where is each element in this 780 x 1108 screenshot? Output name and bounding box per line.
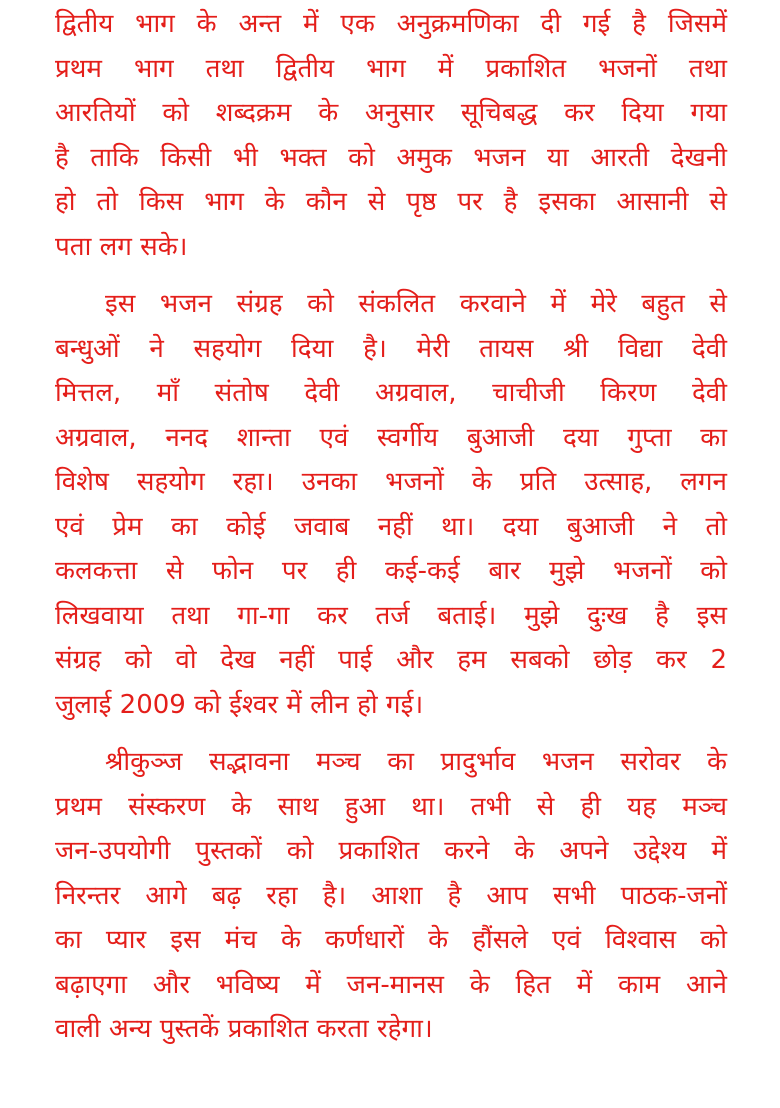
text-line: पता लग सके। (55, 231, 188, 262)
paragraph-index-note (55, 2, 727, 269)
text-line: का प्यार इस मंच के कर्णधारों के हौंसले एवं विश्वास को (55, 925, 727, 955)
text-line: अग्रवाल, ननद शान्ता एवं स्वर्गीय बुआजी दया गुप्ता का (55, 422, 727, 453)
text-line: संग्रह को वो देख नहीं पाई और हम सबको छोड़ कर 2 (55, 645, 727, 675)
text-line: हो तो किस भाग के कौन से पृष्ठ पर है इसका आसानी से (55, 187, 727, 217)
text-line: निरन्तर आगे बढ़ रहा है। आशा है आप सभी पाठक-जनों (55, 880, 727, 911)
text-line: बढ़ाएगा और भविष्य में जन-मानस के हित में काम आने (55, 969, 727, 1000)
text-line: जन-उपयोगी पुस्तकों को प्रकाशित करने के अपने उद्देश्य में (55, 836, 727, 866)
text-line: प्रथम संस्करण के साथ हुआ था। तभी से ही यह मञ्च (55, 791, 727, 822)
paragraph-manch (55, 740, 727, 1052)
text-line: द्वितीय भाग के अन्त में एक अनुक्रमणिका दी गई है जिसमें (55, 9, 727, 39)
text-line: श्रीकुञ्ज सद्भावना मञ्च का प्रादुर्भाव भजन सरोवर के (105, 747, 727, 777)
text-line: कलकत्ता से फोन पर ही कई-कई बार मुझे भजनों को (55, 556, 727, 586)
text-line: एवं प्रेम का कोई जवाब नहीं था। दया बुआजी ने तो (55, 511, 727, 542)
text-line: जुलाई 2009 को ईश्वर में लीन हो गई। (55, 689, 424, 720)
text-line: मित्तल, माँ संतोष देवी अग्रवाल, चाचीजी किरण देवी (55, 378, 727, 408)
text-line: इस भजन संग्रह को संकलित करवाने में मेरे बहुत से (105, 289, 727, 319)
text-line: प्रथम भाग तथा द्वितीय भाग में प्रकाशित भजनों तथा (55, 53, 727, 84)
text-line: वाली अन्य पुस्तकें प्रकाशित करता रहेगा। (55, 1014, 433, 1044)
text-line: बन्धुओं ने सहयोग दिया है। मेरी तायस श्री विद्या देवी (55, 333, 727, 364)
paragraph-acknowledgements (55, 282, 727, 727)
text-line: है ताकि किसी भी भक्त को अमुक भजन या आरती देखनी (55, 142, 727, 173)
text-line: आरतियों को शब्दक्रम के अनुसार सूचिबद्ध कर दिया गया (55, 98, 727, 128)
text-line: लिखवाया तथा गा-गा कर तर्ज बताई। मुझे दुःख है इस (55, 600, 727, 631)
document-page (55, 2, 727, 1065)
text-line: विशेष सहयोग रहा। उनका भजनों के प्रति उत्साह, लगन (55, 467, 727, 497)
